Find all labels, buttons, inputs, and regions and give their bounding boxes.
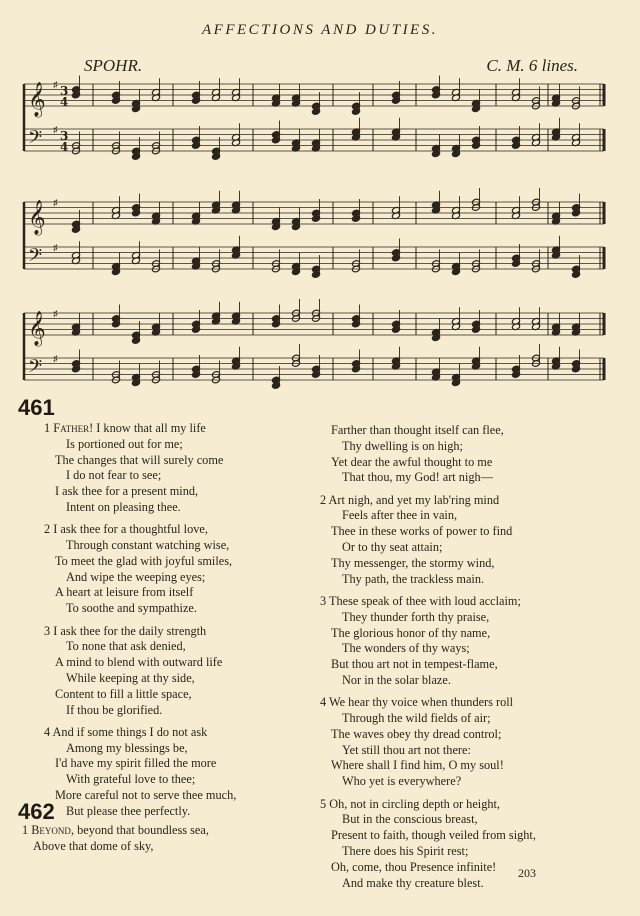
verse-line: 1 Father! I know that all my life [44, 421, 206, 435]
sharp-icon: ♯ [53, 353, 58, 364]
verse-line: I ask thee for a present mind, [55, 484, 199, 499]
sharp-icon: ♯ [53, 124, 58, 135]
verse-line: Or to thy seat attain; [342, 540, 443, 555]
sharp-icon: ♯ [53, 242, 58, 253]
treble-clef-icon: 𝄞 [28, 200, 46, 235]
hymn-number-462: 462 [18, 799, 55, 824]
verse-line: Nor in the solar blaze. [342, 672, 451, 687]
tune-name: SPOHR. [84, 56, 143, 75]
tune-meter: C. M. 6 lines. [486, 56, 578, 75]
hymn-462-text-left [22, 823, 209, 855]
time-signature: 3 [60, 84, 69, 98]
verse-line: Above that dome of sky, [33, 838, 154, 853]
time-signature: 3 [60, 129, 69, 143]
verse-line: Through the wild fields of air; [342, 711, 491, 726]
bass-clef-icon: 𝄢 [28, 356, 43, 382]
treble-clef-icon: 𝄞 [28, 82, 46, 117]
verse-line: And wipe the weeping eyes; [66, 569, 206, 584]
time-signature: 4 [60, 140, 69, 154]
verse-line: Through constant watching wise, [66, 538, 230, 553]
verse-line: I do not fear to see; [66, 468, 162, 483]
verse-line: A heart at leisure from itself [55, 585, 194, 600]
verse-line: I'd have my spirit filled the more [55, 756, 217, 771]
verse-line: Feels after thee in vain, [342, 508, 458, 523]
sharp-icon: ♯ [53, 79, 58, 90]
sharp-icon: ♯ [53, 308, 58, 319]
verse-line: And make thy creature blest. [342, 875, 484, 890]
bass-clef-icon: 𝄢 [28, 245, 43, 271]
verse-line: Thee in these works of power to find [331, 524, 513, 539]
verse-line: Farther than thought itself can flee, [331, 423, 504, 437]
sharp-icon: ♯ [53, 197, 58, 208]
verse-line: 3 These speak of thee with loud acclaim; [320, 593, 521, 608]
verse-line: Oh, come, thou Presence infinite! [331, 859, 497, 874]
hymn-462-text-right [320, 423, 536, 891]
verse-line: To meet the glad with joyful smiles, [55, 553, 233, 568]
verse-line: Thy dwelling is on high; [342, 438, 463, 453]
verse-line: Intent on pleasing thee. [66, 499, 181, 514]
page-number: 203 [518, 866, 536, 880]
hymn-number-461: 461 [18, 395, 55, 420]
verse-line: The glorious honor of thy name, [331, 625, 491, 640]
verse-line: But in the conscious breast, [342, 812, 478, 827]
verse-line: 1 Beyond, beyond that boundless sea, [22, 823, 209, 837]
verse-line: Content to fill a little space, [55, 686, 192, 701]
verse-line: Yet dear the awful thought to me [331, 454, 493, 469]
verse-line: But please thee perfectly. [66, 803, 191, 818]
verse-line: While keeping at thy side, [66, 670, 195, 685]
verse-line: The changes that will surely come [55, 452, 224, 467]
verse-line: Who yet is everywhere? [342, 774, 462, 789]
verse-line: To none that ask denied, [66, 639, 186, 654]
time-signature: 4 [60, 95, 69, 109]
verse-line: A mind to blend with outward life [55, 655, 223, 670]
verse-line: That thou, my God! art nigh— [342, 470, 493, 485]
verse-line: The wonders of thy ways; [342, 641, 470, 656]
verse-line: To soothe and sympathize. [66, 601, 197, 616]
verse-line: More careful not to serve thee much, [55, 788, 237, 803]
verse-line: Present to faith, though veiled from sight, [331, 828, 536, 843]
music-score [18, 74, 622, 399]
verse-line: 2 Art nigh, and yet my lab'ring mind [320, 492, 500, 507]
verse-line: 2 I ask thee for a thoughtful love, [44, 522, 208, 537]
verse-line: If thou be glorified. [66, 702, 163, 717]
verse-line: 3 I ask thee for the daily strength [44, 623, 207, 638]
hymn-461-text [44, 421, 236, 820]
verse-line: Where shall I find him, O my soul! [331, 758, 504, 773]
running-header: AFFECTIONS AND DUTIES. [202, 22, 438, 38]
treble-clef-icon: 𝄞 [28, 311, 46, 346]
verse-line: The waves obey thy dread control; [331, 726, 502, 741]
verse-line: Yet still thou art not there: [342, 742, 471, 757]
bass-clef-icon: 𝄢 [28, 127, 43, 153]
verse-line: 5 Oh, not in circling depth or height, [320, 796, 500, 811]
verse-line: Thy messenger, the stormy wind, [331, 555, 495, 570]
verse-line: But thou art not in tempest-flame, [331, 657, 498, 672]
verse-line: They thunder forth thy praise, [342, 609, 490, 624]
verse-line: Among my blessings be, [66, 740, 188, 755]
verse-line: Is portioned out for me; [66, 436, 183, 451]
verse-line: Thy path, the trackless main. [342, 571, 485, 586]
verse-line: With grateful love to thee; [66, 772, 196, 787]
verse-line: 4 We hear thy voice when thunders roll [320, 695, 514, 710]
verse-line: 4 And if some things I do not ask [44, 724, 208, 739]
verse-line: There does his Spirit rest; [342, 843, 469, 858]
